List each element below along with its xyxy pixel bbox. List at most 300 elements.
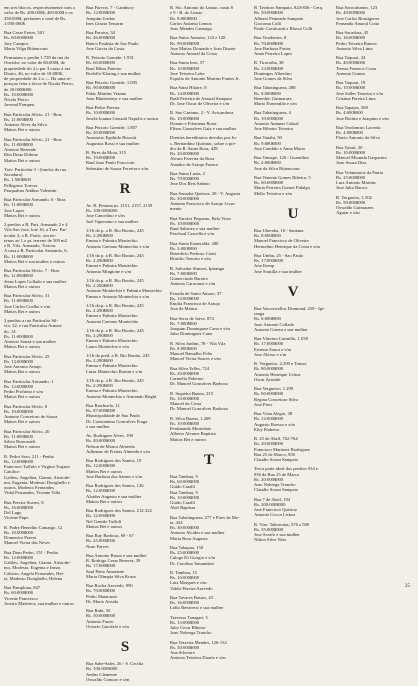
entry-line: Luiz Marques e s/m [170, 580, 207, 586]
entry-line: Sebastiao de Souza Ferreira e s/m [86, 165, 149, 171]
entry-line: Jose Antonio Araujo [4, 364, 42, 369]
entry-line: Nuro Farves [86, 543, 109, 549]
registry-entry [254, 361, 332, 382]
registry-entry [170, 35, 248, 56]
entry-line: Mattos Bei e outros [4, 394, 41, 400]
entry-line: Espolio de Antonio Martins Fontes Jr. [170, 76, 240, 81]
entry-line: R. Pires da Mota, 315 [86, 149, 127, 155]
entry-line: ticular 3; a R. Partic. em ter- [4, 232, 57, 238]
entry-line: Rua Sacadura, 45 [336, 30, 369, 35]
entry-line: Rua Tuiuti, 30 [336, 144, 363, 150]
entry-line: Rs. 12:000$000 [86, 488, 116, 494]
registry-entry [170, 341, 248, 362]
entry-line: Jose Barbosa dos Santos e s/m [86, 473, 143, 479]
entry-line: Nelson de Moura Almeida [86, 443, 135, 449]
entry-line: Joao Nobrega Trancho [254, 482, 296, 487]
entry-line: Ernesto Sauca e s/m [254, 346, 292, 352]
entry-line: 936 da Rua 25 de Marco [254, 471, 300, 477]
entry-line: Eliseu Gonsalves Gaia e sua mulher [170, 126, 237, 131]
entry-line: Jose Carlos Bonsignore [336, 15, 380, 21]
entry-line: R. 25 de Abril, 762-764 [254, 436, 298, 441]
entry-line: Rs. 40:000$000 [336, 10, 366, 16]
entry-line: Antonio Guerra e sua mulher [254, 326, 308, 332]
entry-line: Caloge Di Giorgio e s/m [170, 555, 216, 561]
entry-line: Joao Bluttermeyr e sua mulher [86, 95, 143, 101]
entry-line: Alberto Alvarez Baptista [170, 431, 216, 437]
entry-line: Rs. 19:000$000 [86, 155, 116, 160]
entry-line: Del Lugo [4, 510, 22, 515]
entry-line: Antonio Montechio e Palmira Montechio [86, 288, 162, 294]
entry-line: Rua Vergueiro, 1.299 [254, 386, 294, 391]
entry-line: Rs. 10:000$000 [254, 115, 284, 121]
registry-entry [86, 533, 164, 549]
entry-line: Rs. 60:000$000 [254, 180, 284, 185]
registry-entry [254, 497, 332, 518]
entry-line: de 20:000$000. [4, 86, 33, 92]
entry-line: Antonio Caetano Montechio e s/m [86, 243, 150, 249]
entry-line: Flavio Antonio da Silva [336, 135, 380, 141]
registry-entry [336, 5, 414, 26]
entry-line: Oswaldo Guimaraes [336, 205, 374, 210]
column-3 [170, 5, 248, 661]
registry-entry [86, 458, 164, 479]
entry-line: R. Pedro Soto, 211 - Penha [4, 453, 54, 459]
entry-line: Rua Serra de Juiva, 874 [170, 315, 214, 321]
entry-line: Emma e Palmira Montechio [86, 238, 138, 244]
entry-line: Joaquim Dominguez Cano e s/m [170, 326, 230, 331]
entry-line: Rua Teixeira Mendes, 126-132 [170, 639, 227, 645]
entry-line: Domenico Pereni [4, 535, 37, 540]
entry-line: Dr. Manoel Goncalves Barbosa [170, 406, 228, 412]
entry-line: Rs. 2:290$000 [86, 258, 113, 263]
entry-line: Rua Umbu, 25 - Sao Paulo [254, 252, 304, 258]
entry-line: Permutam o predio 1.739 da rua do [4, 55, 69, 60]
registry-entry [170, 545, 248, 566]
entry-line: Oswaldo Comoro e s/m [86, 676, 130, 682]
entry-line: Emilia Francisca de Araujo [170, 301, 221, 306]
registry-entry [170, 291, 248, 312]
registry-entry [254, 60, 332, 81]
registry-entry [86, 403, 164, 429]
entry-line: Rs. 10:000$000 [336, 85, 366, 91]
entry-gap [86, 171, 164, 175]
entry-line: Rs. 2:290$000 [86, 308, 113, 313]
entry-line: Joel Tapereano e sua mulher [86, 218, 139, 224]
entry-line: Rua Rubi, 50 [86, 608, 111, 613]
entry-line: propriedade do 2.o por 3 casas a rua [4, 65, 71, 71]
entry-line: Rs. 30:000$000 [170, 525, 200, 530]
entry-line: Rs. 16:000$000 [336, 35, 366, 41]
entry-line: outros, Modesto Fernandes [4, 485, 54, 490]
entry-line: Rs. 17:000$000 [86, 563, 116, 569]
registry-entry [254, 175, 332, 196]
entry-line: ta, Modesto Dorighello, Helena [4, 575, 63, 581]
entry-line: Guido Catalli [170, 484, 195, 490]
entry-line: Mattos Bei e outros [4, 308, 41, 314]
entry-line: Rua Particular Silvio, 8 [4, 403, 48, 409]
section-letter-heading: U [287, 205, 299, 222]
entry-line: 1/16 do p. a R. Rio Bonito, 245 [86, 377, 144, 383]
entry-line: Rs. 100:000$000 [86, 208, 118, 213]
registry-entry [4, 318, 82, 350]
entry-line: Mattos Bei e outros [4, 127, 41, 133]
entry-line: Rs. 60:000$000 [170, 479, 200, 484]
entry-line: Pellegrino Tortora [4, 182, 38, 188]
entry-line: Lauro Montechio e s/m [86, 343, 129, 349]
entry-line: Ouvidor, no valor de 60:000$, de [4, 60, 65, 66]
entry-line: Trav. Particular 3 - (fundos da rua [4, 166, 67, 172]
entry-line: mo, Modesto, Eugenia e Irmas [4, 565, 61, 571]
registry-entry [4, 429, 82, 450]
registry-entry [170, 135, 248, 167]
registry-entry [254, 228, 332, 249]
entry-line: Rs. 70:000$000 [170, 176, 200, 181]
registry-entry [170, 5, 248, 31]
entry-line: Ana Silvestre [170, 650, 195, 655]
entry-line: Jose Ribeiro Teixeira [254, 126, 293, 131]
entry-line: Juvenal Pompeu [4, 102, 35, 108]
entry-line: R. Peixoto Gomide, 1.931 [86, 55, 134, 60]
entry-line: Dr. Mario Arruda [86, 598, 119, 604]
entry-line: Rua Santo Antonio, 123 e 128 [170, 35, 226, 41]
entry-line: Antonio Teixeira Duarte e s/m [170, 655, 226, 661]
entry-line: Rs. 90:000$000 [170, 40, 200, 46]
entry-line: Rs. 70:000$000 [254, 40, 284, 46]
entry-gap [86, 682, 164, 686]
entry-line: Rua Vasconcellos Drumond, 259 - Ipi- [254, 305, 325, 311]
entry-line: Jose Gomes da Silva [254, 76, 293, 81]
entry-line: Dr. Jose Oscar de Oliveira e s/m [170, 101, 230, 106]
entry-line: Rua Particular Armando, 6 - Bras [4, 197, 66, 202]
registry-entry [336, 105, 414, 121]
entry-line: R. Salvador Simoes, Ipiranga [170, 265, 224, 271]
entry-line: R. Teodoro Sampaio, 824-836 - Cerq. [254, 5, 324, 10]
entry-line: Paulo Cavalcanti e Blasco Colli [254, 26, 313, 31]
entry-line: Rs. 10:000$000 [170, 65, 200, 71]
registry-entry [254, 155, 332, 171]
entry-line: Rua Uberaba, 16 - Santana [254, 227, 304, 233]
entry-line: Rs. 30:000$000 [170, 644, 200, 650]
registry-entry [254, 110, 332, 131]
entry-line: Rs. 60:000$000 [4, 35, 34, 41]
entry-line: Manoel Ramalho Felix [170, 351, 213, 356]
entry-line: Jose Teixeira Leite [170, 70, 205, 76]
entry-line: Francisco Tuffolo e Virgina Trajano [4, 464, 70, 469]
entry-line: Pedro Teixeira Ramos [336, 40, 377, 46]
registry-entry [86, 5, 164, 26]
entry-line: 2 predios a rua Particular Sil- [4, 318, 58, 323]
entry-line: Rs. 7:000$000 [170, 270, 197, 276]
entry-line: Rs. 16:000$000 [170, 600, 200, 605]
registry-entry [170, 474, 248, 511]
entry-line: Rua Tabatinguera, 288 [254, 85, 296, 91]
entry-line: Rs. 11:000$000 [4, 116, 33, 122]
entry-line: 1.050:000$. [4, 20, 26, 26]
entry-line: Rua Peixoto Gomide, 1.807 [86, 124, 138, 130]
entry-line: Rs. 20:000$000 [86, 130, 116, 135]
entry-line: Saul Pinto Amarante [86, 568, 125, 574]
registry-entry [4, 500, 82, 521]
entry-line: Anna Ferreira Lopes [254, 51, 293, 56]
registry-entry [254, 436, 332, 462]
entry-line: R. Siqueira Bueno, 215 [170, 390, 213, 396]
entry-line: Antonio Antunes Cabral [254, 120, 299, 126]
entry-line: R. Rodrigo Cesar Bezerra, 39 [86, 558, 141, 563]
registry-entry [4, 137, 82, 163]
registry-entry [170, 191, 248, 212]
entry-line: Av. R. Pestana ns. 2151, 2157, 2139 [86, 202, 153, 208]
registry-entry [170, 615, 248, 636]
entry-line: Rs. 12:000$000 [86, 513, 116, 519]
entry-line: Rua Tabatinguera, 277 e Pires da Mo- [170, 514, 240, 520]
registry-entry [4, 5, 82, 26]
entry-line: Mattos Bei e outros [170, 436, 207, 442]
entry-line: Joao Souza Dias [336, 160, 367, 166]
entry-line: Mattos Bei e outros [4, 212, 41, 218]
entry-line: Direitos hereditarios devidos por Ju- [170, 135, 238, 141]
entry-line: Cristina Pereira Lima [336, 95, 376, 101]
registry-entry [254, 253, 332, 274]
entry-line: Rs. 7:000$000 [170, 320, 197, 326]
registry-entry [254, 336, 332, 357]
entry-line: Octavio Garofalo e s/m [86, 623, 129, 629]
entry-line: Rs. 2:290$000 [86, 283, 113, 288]
entry-line: Nel Gentile Tuffoli [86, 518, 122, 524]
entry-line: Rs. 17:000$000 [254, 341, 284, 347]
entry-line: Luiz Antonio Martins [336, 180, 376, 185]
entry-line: Eloy Pinheiro [254, 426, 280, 432]
entry-line: Rita Diniz Dobrao [4, 152, 38, 158]
registry-entry [254, 386, 332, 407]
section-letter-heading: T [203, 451, 214, 468]
registry-entry [170, 570, 248, 591]
entry-line: Mello Teixeira e s/m [254, 190, 292, 196]
entry-line: R. Padre Benedito Camargo, 12 [4, 524, 63, 530]
entry-line: Mattos Bei e outros [4, 444, 41, 450]
entry-line: Joao Mendes Camargo [170, 26, 213, 31]
entry-line: Rs. 40:000$000 [336, 60, 366, 66]
registry-entry [336, 80, 414, 101]
registry-entry [254, 5, 332, 31]
entry-line: Rua Rodrigues dos Santos, 10 [86, 458, 142, 463]
entry-line: Rs. 60:000$000 [86, 60, 116, 66]
entry-line: Rs. 2:290$000 [86, 333, 113, 338]
entry-line: Brasilio Tenorio e s/m [170, 256, 211, 262]
entry-line: Antonio Alves da Silva [4, 122, 47, 127]
entry-line: Terca parte ideal dos predios 934 e [254, 466, 318, 472]
entry-line: Rua Particular Silvio, 7 - Bras [4, 268, 60, 273]
registry-entry [170, 515, 248, 541]
registry-entry [170, 110, 248, 131]
entry-gap [254, 274, 332, 278]
entry-line: Rs. 100:000$000 [86, 666, 118, 672]
entry-line: Rs. 16:000$000 [4, 504, 34, 510]
entry-line: Francisco Martinez Rodriguez [254, 446, 310, 452]
registry-entry [86, 150, 164, 171]
entry-line: Rua Senador Queiroz, 29 - V. Augusta [170, 190, 241, 196]
entry-line: R. Sto. Antonio do Limao, casas 8 [170, 5, 233, 10]
entry-line: Rs. 10:000$000 [170, 395, 200, 401]
entry-line: Rua Rodrigues dos Santos, 126 [86, 483, 144, 488]
registry-entry [86, 30, 164, 51]
registry-entry [86, 508, 164, 529]
entry-line: Antonio Souza e sua mulher [4, 339, 57, 344]
registry-entry [86, 253, 164, 274]
registry-entry [86, 278, 164, 299]
entry-line: Jose Soutilla e sua mulher [254, 268, 302, 274]
entry-line: Gumercindo Barreto [170, 276, 208, 281]
entry-line: Rs. 40:000$000 [86, 438, 116, 444]
entry-line: Emma e Palmira Montechio [86, 313, 138, 319]
entry-line: Jose Lopes [4, 207, 25, 213]
entry-line: 1/16 do p. a R. Rio Bonito, 245 [86, 302, 144, 308]
entry-line: Jose Carlos Coelho e s/m [4, 303, 51, 309]
entry-line: e sua mulher [86, 423, 110, 429]
registry-entry [254, 522, 332, 543]
entry-line: Manoel Vieira Soares e s/m [170, 356, 221, 362]
entry-line: Antonio Gomes [336, 70, 366, 76]
entry-line: Rua Sorocabanos, 123 [336, 5, 378, 10]
entry-line: Maria Vilga Bittencourt [4, 45, 48, 51]
entry-line: Rs. 35:000$000 [254, 526, 284, 532]
entry-line: Rs. 25:000$000 [170, 550, 200, 555]
registry-entry [170, 85, 248, 106]
column-1 [4, 5, 82, 606]
entry-line: Travessa Tanagari, 5 [170, 614, 208, 620]
registry-entry [254, 466, 332, 492]
registry-entry [170, 171, 248, 187]
entry-line: Manoel Francisco de Oliveira [254, 238, 309, 244]
entry-line: Diario, 46, no valor de 10:000$, [4, 70, 63, 76]
entry-line: Antonio Mingione e s/m [86, 268, 132, 274]
entry-gap [254, 543, 332, 547]
entry-line: Emma e Palmira Montechio [86, 263, 138, 269]
entry-line: ranga [254, 311, 265, 316]
entry-line: Av. Rodrigues Alves, 190 [86, 433, 133, 438]
section-letter-heading: R [119, 180, 131, 197]
entry-line: Rua Dom Pedro, 151 - Penha [4, 549, 58, 555]
entry-line: Luiza Montechio Bonini e s/m [86, 368, 143, 374]
registry-entry [86, 203, 164, 224]
entry-line: Joseiro Madeiros, sua mulher e outros [4, 600, 74, 606]
entry-line: Raul Sabrozo e sua mulher [170, 226, 220, 231]
registry-entry [4, 55, 82, 108]
entry-line: R. Tambau, 15 [170, 569, 197, 575]
entry-line: Rua Particular Silvio, 21 - Bras [4, 136, 62, 142]
entry-line: Rs. 10:000$000 [4, 408, 34, 414]
entry-gap [4, 606, 82, 610]
entry-line: Rua Pedro Pereira [86, 105, 120, 110]
entry-line: Emma e Antonio Montechio e s/m [86, 293, 150, 299]
entry-line: Rs. 20:000$000 [170, 151, 200, 156]
registry-entry [4, 354, 82, 375]
entry-line: mo, Eugenia, Modesto Dorighello e [4, 479, 70, 485]
entry-line: Jose Pires [254, 401, 273, 407]
entry-line: Emma e Palmira Montechio [86, 338, 138, 344]
section-letter-heading: V [287, 283, 299, 300]
entry-line: Rs. 46:000$000 [86, 35, 116, 41]
registry-entry [4, 167, 82, 193]
registry-entry [86, 433, 164, 454]
entry-line: 1/16 do p. a R. Rio Bonito, 245 [86, 227, 144, 233]
entry-line: Antonio Caracausi e s/m [170, 281, 216, 287]
entry-line: do, 14 [4, 328, 16, 334]
entry-line: Maria Ferreira Gomes Fidalgo [254, 185, 311, 191]
entry-line: Fabio Martins Vianna [86, 90, 126, 96]
entry-line: Mattos Bei e outros [4, 369, 41, 375]
entry-line: Vicente Francesco [4, 595, 38, 601]
entry-line: R. Sao Caetano, 2 - V. Avicanduva [170, 110, 234, 116]
entry-line: mento [170, 206, 182, 212]
entry-line: Augusto Boesso e s/m [254, 421, 295, 427]
entry-gap [170, 661, 248, 665]
entry-line: Antonio Conceicao de Souza [4, 414, 58, 419]
entry-line: Raul Ribas Paterno [86, 65, 122, 71]
entry-line: Dr. Manoel Goncalves Barbosa [170, 381, 228, 387]
entry-line: Rua Santa Ines, 57 [170, 60, 205, 66]
registry-entry [336, 145, 414, 166]
entry-line: Giocoma Colli [254, 20, 282, 26]
entry-gap [254, 196, 332, 200]
entry-line: Alvaro Ferreira da Rosa [170, 156, 215, 162]
registry-entry [86, 661, 164, 682]
registry-entry [86, 378, 164, 399]
entry-line: Rua Tavares Bastos, 43 [170, 594, 213, 600]
entry-line: Dr. Constantino Goncalves Fraga [86, 418, 148, 424]
entry-line: Raul Joao Paulo Fracciotti [86, 160, 135, 166]
registry-entry [86, 105, 164, 121]
entry-line: Rua Tambau, 9 [170, 473, 198, 479]
registry-entry [4, 30, 82, 51]
entry-line: Rua Tambau, 9 [170, 489, 198, 495]
entry-line: Rua 25 de Marco, 950 [254, 451, 295, 457]
entry-line: Rs. 11:000$000 [4, 141, 33, 147]
entry-line: Ines Grazia Tessarin [86, 20, 124, 26]
entry-line: Rs. 200:000$000 [254, 501, 286, 507]
registry-entry [4, 293, 82, 314]
registry-entry [86, 303, 164, 324]
entry-line: Rua Tiradentes, 8 [254, 35, 287, 41]
entry-line: renos ao 1.o pt. terreno de 509 m2 [4, 237, 67, 243]
registry-entry [170, 316, 248, 337]
entry-line: Julio Dominguez Cano [170, 331, 213, 337]
registry-entry [4, 525, 82, 546]
entry-line: Rua Voluntarios da Patria [336, 169, 383, 175]
entry-line: Rua Particular Silvio, 31 [4, 293, 50, 298]
entry-line: Donato e Filomena Rossi [170, 120, 217, 126]
entry-line: Adhemar de Freitas Almeida e s/m [86, 448, 150, 454]
entry-line: Manoel da Costa [170, 401, 202, 406]
entry-line: Antonio Alcides e sua mulher [170, 530, 225, 536]
entry-line: Antonio Francisco de Araujo Livra- [170, 201, 236, 206]
entry-line: Antonio Amaral da Costa [170, 51, 217, 56]
registry-entry [86, 583, 164, 604]
entry-line: Antonio Rezende [4, 147, 37, 152]
entry-line: Alberto Penteado Sampaio [254, 15, 304, 21]
entry-line: Rs. 50:000$000 [336, 199, 366, 205]
registry-entry [170, 266, 248, 287]
entry-line: Augustus Rossi e sua mulher [86, 140, 140, 146]
entry-line: Rs. 2:290$000 [86, 383, 113, 388]
entry-line: Rua Vitorino Carmillo, 1.038 [254, 336, 308, 341]
entry-line: Rs. 8:000$000 [170, 15, 197, 21]
entry-line: Benedito Guimaraes [254, 95, 292, 101]
entry-line: Rua Pamplona, 847 [4, 585, 41, 590]
entry-line: Jose Salles Teixeira e s/m [336, 90, 384, 96]
entry-line: Rua Particular Armando, 1 [4, 378, 54, 384]
column-2 [86, 5, 164, 682]
entry-line: Rs. 14:000$000 [170, 90, 200, 96]
